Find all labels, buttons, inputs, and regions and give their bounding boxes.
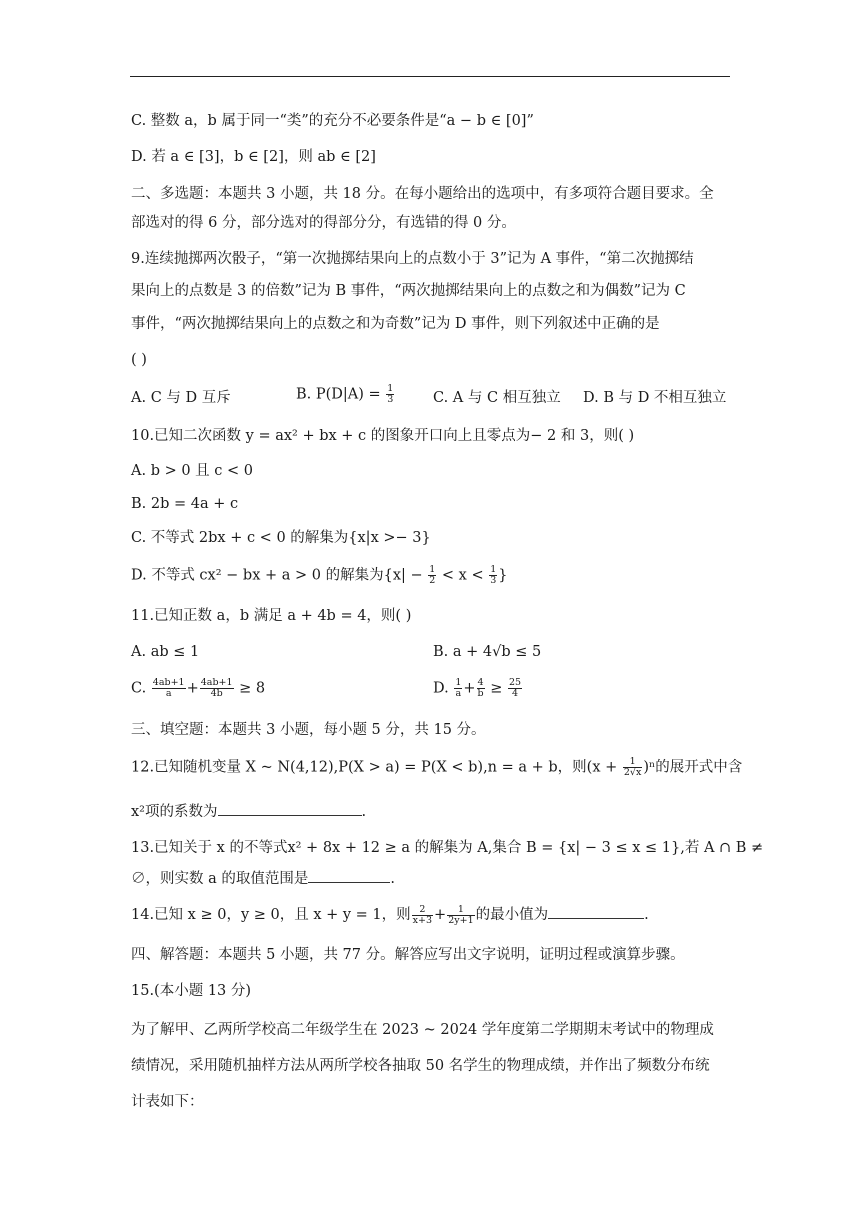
frac-num: 1 — [429, 564, 436, 575]
plus-sign: + — [434, 907, 447, 923]
option-11c-end: ≥ 8 — [239, 680, 266, 697]
question-9-line-1: 9.连续抛掷两次骰子，“第一次抛掷结果向上的点数小于 3”记为 A 事件，“第二次抛掷结 — [131, 251, 694, 267]
option-10c: C. 不等式 2bx + c < 0 的解集为{x|x >− 3} — [131, 530, 431, 546]
option-10d — [131, 565, 508, 586]
option-8c: C. 整数 a，b 属于同一“类”的充分不必要条件是“a − b ∈ [0]” — [131, 113, 534, 129]
answer-blank-12[interactable] — [218, 801, 362, 816]
option-10d-fraction-2 — [489, 565, 497, 586]
question-15-paragraph-line-3: 计表如下： — [131, 1094, 204, 1110]
question-12-line-2 — [131, 801, 366, 822]
option-11c-fraction-1 — [152, 678, 186, 699]
answer-blank-14[interactable] — [548, 904, 644, 919]
frac-num: 1 — [490, 564, 497, 575]
question-13-line-2-text: ∅，则实数 a 的取值范围是 — [131, 871, 309, 887]
question-14-fraction-2 — [447, 905, 474, 926]
question-12-end: )ⁿ的展开式中含 — [643, 759, 743, 776]
option-10a: A. b > 0 且 c < 0 — [131, 463, 253, 479]
question-14-fraction-1 — [412, 905, 433, 926]
frac-num: 1 — [623, 757, 642, 768]
option-11c-fraction-2 — [200, 678, 234, 699]
frac-num: 4ab+1 — [152, 677, 185, 688]
frac-den: 3 — [387, 394, 394, 405]
frac-den: 3 — [490, 575, 497, 586]
header-rule — [130, 76, 730, 77]
option-10d-mid: < x < — [441, 567, 484, 584]
frac-num: 2 — [412, 905, 433, 916]
question-12-fraction — [623, 757, 642, 778]
frac-den: a — [165, 688, 172, 699]
option-11d-fraction-2 — [477, 678, 485, 699]
question-14-mid: 的最小值为 — [475, 907, 549, 923]
option-9b-text: B. P(D|A) = — [296, 386, 381, 403]
frac-den: 2y+1 — [448, 914, 474, 926]
plus-sign: + — [186, 680, 199, 697]
option-9a: A. C 与 D 互斥 — [131, 390, 231, 406]
frac-den: 2 — [429, 575, 436, 586]
option-11a: A. ab ≤ 1 — [131, 644, 200, 660]
frac-den: 4b — [210, 688, 223, 699]
option-9d: D. B 与 D 不相互独立 — [583, 390, 727, 406]
option-9c: C. A 与 C 相互独立 — [433, 390, 561, 406]
option-11c — [131, 678, 265, 699]
frac-num: 25 — [509, 677, 522, 688]
option-11c-label: C. — [131, 680, 147, 697]
question-11: 11.已知正数 a，b 满足 a + 4b = 4，则( ) — [131, 608, 412, 624]
question-9-line-2: 果向上的点数是 3 的倍数”记为 B 事件，“两次抛掷结果向上的点数之和为偶数”记为 C — [131, 283, 686, 299]
option-9b — [296, 384, 395, 405]
question-15-paragraph-line-2: 绩情况，采用随机抽样方法从两所学校各抽取 50 名学生的物理成绩，并作出了频数分布统 — [131, 1058, 710, 1074]
option-11d — [433, 678, 523, 699]
frac-den: a — [455, 688, 462, 699]
period: . — [390, 871, 395, 887]
geq-sign: ≥ — [490, 680, 503, 697]
section-2-heading: 二、多选题：本题共 3 小题，共 18 分。在每小题给出的选项中，有多项符合题目要求。全 — [131, 186, 714, 202]
question-14-text: 14.已知 x ≥ 0，y ≥ 0，且 x + y = 1，则 — [131, 907, 411, 923]
option-10b: B. 2b = 4a + c — [131, 496, 239, 512]
frac-num: 1 — [447, 905, 474, 916]
option-11b: B. a + 4√b ≤ 5 — [433, 644, 542, 660]
section-3-heading: 三、填空题：本题共 3 小题，每小题 5 分，共 15 分。 — [131, 722, 486, 738]
period: . — [644, 907, 649, 923]
question-12 — [131, 757, 742, 778]
question-9-answer-bracket: ( ) — [131, 352, 147, 368]
frac-den: x+3 — [412, 914, 433, 926]
frac-num: 1 — [455, 677, 462, 688]
question-15-heading: 15.(本小题 13 分) — [131, 983, 252, 999]
frac-den: 4 — [512, 688, 519, 699]
plus-sign: + — [463, 680, 476, 697]
option-10d-fraction-1 — [428, 565, 436, 586]
frac-num: 1 — [387, 383, 394, 394]
frac-num: 4ab+1 — [200, 677, 233, 688]
frac-den: b — [477, 688, 484, 699]
section-2-heading-cont: 部选对的得 6 分，部分选对的得部分分，有选错的得 0 分。 — [131, 215, 516, 231]
option-8d: D. 若 a ∈ [3]，b ∈ [2]，则 ab ∈ [2] — [131, 149, 376, 165]
question-13: 13.已知关于 x 的不等式x² + 8x + 12 ≥ a 的解集为 A,集合 B = {x| − 3 ≤ x ≤ 1},若 A ∩ B ≠ — [131, 840, 764, 856]
section-4-heading: 四、解答题：本题共 5 小题，共 77 分。解答应写出文字说明，证明过程或演算步骤。 — [131, 947, 685, 963]
option-11d-fraction-1 — [454, 678, 462, 699]
option-10d-text: D. 不等式 cx² − bx + a > 0 的解集为{x| − — [131, 567, 423, 584]
question-15-paragraph-line-1: 为了解甲、乙两所学校高二年级学生在 2023 ~ 2024 学年度第二学期期末考试中的物理成 — [131, 1022, 714, 1038]
question-14 — [131, 904, 649, 926]
answer-blank-13[interactable] — [308, 868, 390, 883]
question-10: 10.已知二次函数 y = ax² + bx + c 的图象开口向上且零点为− 2 和 3，则( ) — [131, 428, 635, 444]
option-11d-label: D. — [433, 680, 449, 697]
period: . — [361, 804, 367, 820]
question-12-line-2-text: x²项的系数为 — [131, 804, 218, 820]
question-13-line-2 — [131, 868, 395, 889]
frac-den: 2√x — [623, 767, 642, 778]
question-9-line-3: 事件，“两次抛掷结果向上的点数之和为奇数”记为 D 事件，则下列叙述中正确的是 — [131, 316, 660, 332]
option-10d-end: } — [498, 567, 508, 584]
question-12-text: 12.已知随机变量 X ~ N(4,12),P(X > a) = P(X < b),n = a + b，则(x + — [131, 759, 618, 776]
option-9b-fraction — [386, 384, 394, 405]
option-11d-fraction-3 — [508, 678, 522, 699]
frac-num: 4 — [477, 677, 484, 688]
